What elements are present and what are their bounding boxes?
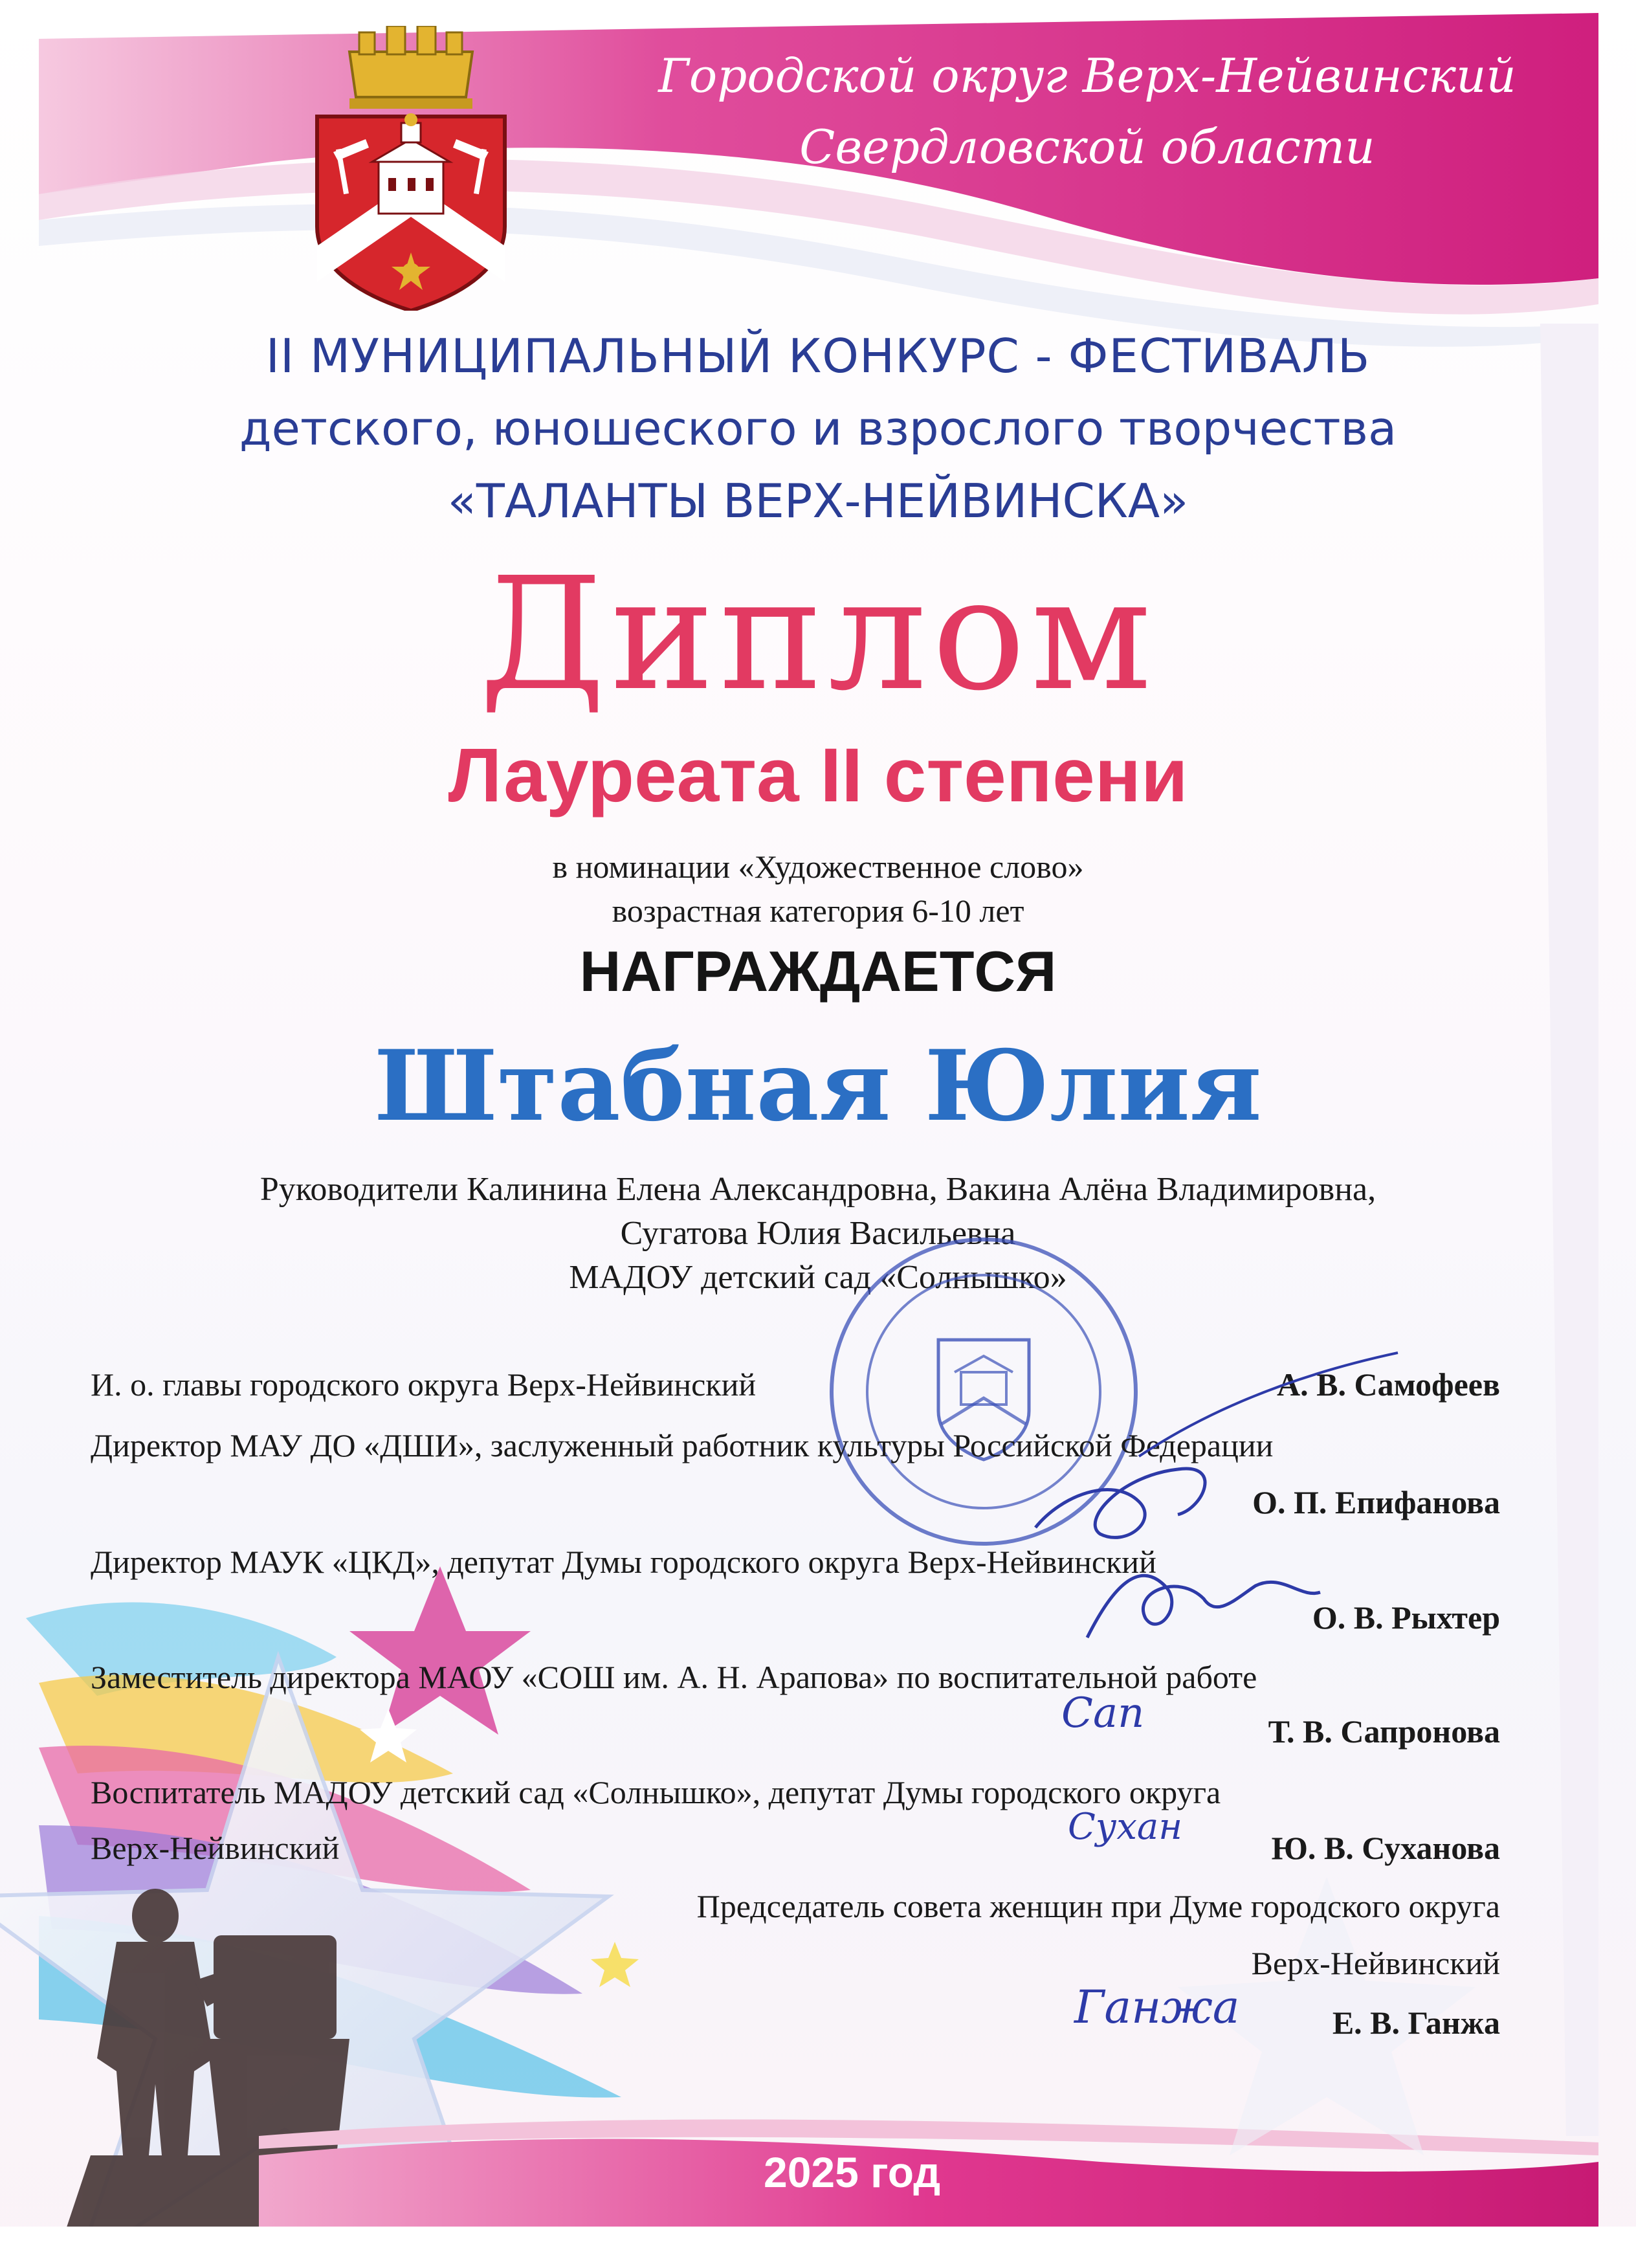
signature-sapronova: Сап — [1061, 1689, 1145, 1737]
nomination-text: в номинации «Художественное слово» — [552, 849, 1084, 885]
signature-sukhanova: Сухан — [1068, 1806, 1183, 1848]
year-label: 2025 год — [764, 2148, 941, 2196]
signatory-title-6-line2: Верх-Нейвинский — [1251, 1945, 1500, 1981]
leaders-line2: Сугатова Юлия Васильевна — [620, 1215, 1016, 1252]
laureate-degree: Лауреата II степени — [448, 733, 1188, 818]
signatory-name-6: Е. В. Ганжа — [1332, 2005, 1500, 2041]
signatory-name-3: О. В. Рыхтер — [1312, 1599, 1500, 1636]
signatory-name-5: Ю. В. Суханова — [1271, 1830, 1500, 1866]
signatory-title-5-line2: Верх-Нейвинский — [91, 1830, 340, 1866]
diploma-heading: Диплом — [479, 544, 1157, 725]
signature-ganzha: Ганжа — [1074, 1981, 1240, 2034]
signatory-title-5: Воспитатель МАДОУ детский сад «Солнышко», депутат Думы городского округа — [91, 1774, 1221, 1810]
contest-title-line3: «ТАЛАНТЫ ВЕРХ-НЕЙВИНСКА» — [447, 474, 1189, 528]
leaders-line1: Руководители Калинина Елена Александровна, Вакина Алёна Владимировна, — [260, 1171, 1376, 1208]
awarded-heading: НАГРАЖДАЕТСЯ — [579, 939, 1057, 1003]
signatory-title-4: Заместитель директора МАОУ «СОШ им. А. Н. Арапова» по воспитательной работе — [91, 1659, 1257, 1695]
signatory-name-4: Т. В. Сапронова — [1268, 1713, 1500, 1750]
signatory-title-2: Директор МАУ ДО «ДШИ», заслуженный работник культуры Российской Федерации — [91, 1427, 1274, 1463]
signatory-name-1: А. В. Самофеев — [1277, 1366, 1500, 1403]
header-municipality-line2: Свердловской области — [799, 120, 1375, 174]
contest-title-line2: детского, юношеского и взрослого творчества — [239, 401, 1397, 456]
signatory-name-2: О. П. Епифанова — [1252, 1484, 1500, 1520]
age-category-text: возрастная категория 6-10 лет — [612, 893, 1024, 929]
header-municipality-line1: Городской округ Верх-Нейвинский — [658, 49, 1516, 103]
signatory-title-3: Директор МАУК «ЦКД», депутат Думы городского округа Верх-Нейвинский — [91, 1544, 1156, 1580]
coat-of-arms-emblem — [304, 26, 518, 311]
recipient-name: Штабная Юлия — [374, 1029, 1262, 1143]
signatory-title-1: И. о. главы городского округа Верх-Нейвинский — [91, 1366, 757, 1403]
signatory-title-6: Председатель совета женщин при Думе городского округа — [696, 1888, 1500, 1924]
contest-title-line1: II МУНИЦИПАЛЬНЫЙ КОНКУРС - ФЕСТИВАЛЬ — [265, 329, 1371, 383]
handwritten-signatures-upper — [1010, 1314, 1411, 1676]
leaders-line3: МАДОУ детский сад «Солнышко» — [569, 1259, 1067, 1296]
